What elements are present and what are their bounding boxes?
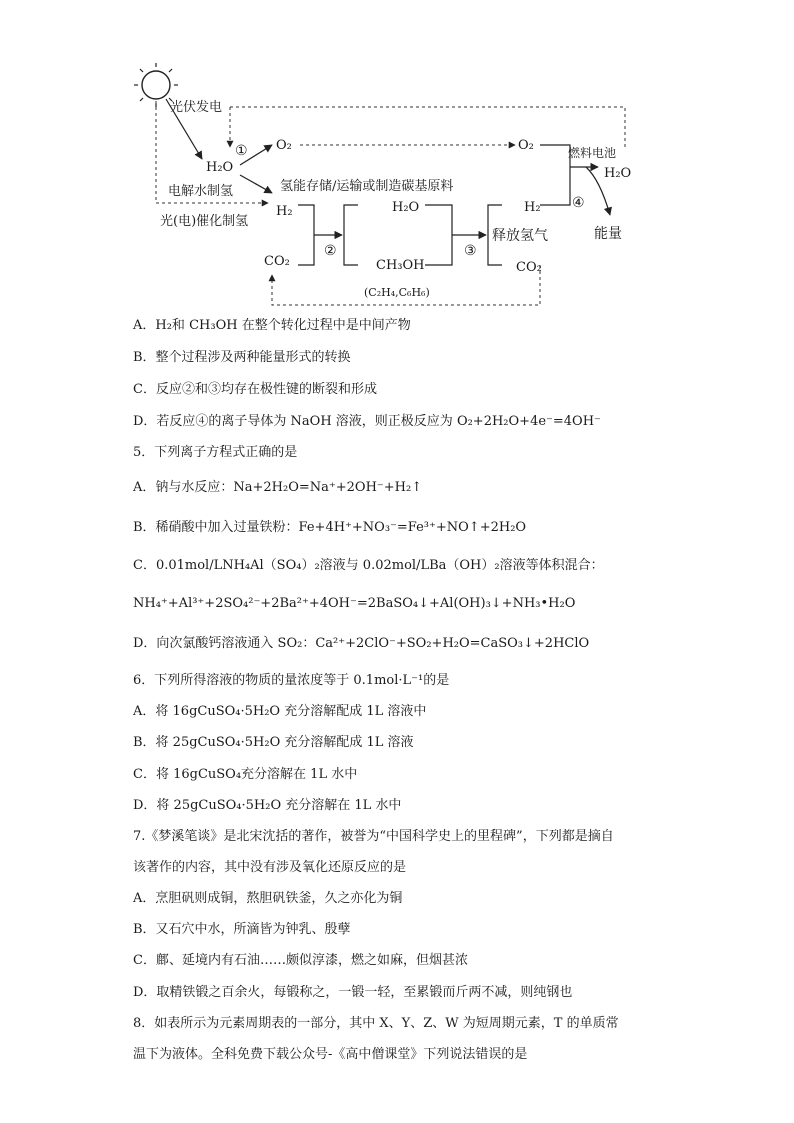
q5-option-a: A．钠与水反应：Na+2H₂O=Na⁺+2OH⁻+H₂↑ — [133, 480, 423, 495]
q5-stem: 5．下列离子方程式正确的是 — [133, 445, 298, 460]
q8-stem-line2: 温下为液体。全科免费下载公众号-《高中僧课堂》下列说法错误的是 — [133, 1047, 528, 1062]
fuel-cell-label: 燃料电池 — [568, 146, 617, 160]
q6-option-a: A．将 16gCuSO₄·5H₂O 充分溶解配成 1L 溶液中 — [133, 704, 427, 719]
step4-label: ④ — [572, 195, 585, 211]
photocat-label: 光(电)催化制氢 — [160, 214, 249, 229]
q5-option-c1: C．0.01mol/LNH₄Al（SO₄）₂溶液与 0.02mol/LBa（OH）₂溶液等体积混合： — [133, 558, 604, 573]
ch3oh-label: CH₃OH — [376, 258, 425, 273]
co2-right-label: CO₂ — [516, 260, 542, 275]
q6-option-d: D．将 25gCuSO₄·5H₂O 充分溶解在 1L 水中 — [133, 798, 402, 813]
h2-right-label: H₂ — [524, 200, 541, 215]
energy-label: 能量 — [594, 226, 622, 242]
q5-option-c2: NH₄⁺+Al³⁺+2SO₄²⁻+2Ba²⁺+4OH⁻=2BaSO₄↓+Al(OH)₃↓+NH₃•H₂O — [133, 596, 576, 611]
q4-option-d: D．若反应④的离子导体为 NaOH 溶液，则正极反应为 O₂+2H₂O+4e⁻=4OH⁻ — [133, 414, 601, 429]
energy-conversion-diagram — [120, 55, 680, 315]
electrolysis-label: 电解水制氢 — [168, 184, 234, 199]
step2-label: ② — [324, 243, 337, 259]
storage-title: 氢能存储/运输或制造碳基原料 — [280, 179, 454, 194]
q4-option-b: B．整个过程涉及两种能量形式的转换 — [133, 350, 351, 365]
h2o-mid-label: H₂O — [392, 200, 420, 215]
h2o-out-label: H₂O — [604, 166, 632, 181]
release-label: 释放氢气 — [492, 228, 548, 244]
pv-label: 光伏发电 — [170, 100, 223, 115]
q6-option-c: C．将 16gCuSO₄充分溶解在 1L 水中 — [133, 767, 358, 782]
q7-stem-line2: 该著作的内容，其中没有涉及氧化还原反应的是 — [133, 860, 407, 875]
q7-option-c: C．鄜、延境内有石油……颇似淳漆，燃之如麻，但烟甚浓 — [133, 953, 468, 968]
q4-option-a: A．H₂和 CH₃OH 在整个转化过程中是中间产物 — [133, 318, 411, 333]
step3-label: ③ — [464, 243, 477, 259]
q5-option-b: B．稀硝酸中加入过量铁粉：Fe+4H⁺+NO₃⁻=Fe³⁺+NO↑+2H₂O — [133, 520, 527, 535]
q8-stem-line1: 8．如表所示为元素周期表的一部分，其中 X、Y、Z、W 为短周期元素，T 的单质常 — [133, 1016, 619, 1031]
h2-left-label: H₂ — [276, 204, 293, 219]
q7-stem-line1: 7.《梦溪笔谈》是北宋沈括的著作，被誉为“中国科学史上的里程碑”，下列都是摘自 — [133, 829, 614, 844]
q7-option-b: B．又石穴中水，所滴皆为钟乳、殷孽 — [133, 922, 351, 937]
q7-option-d: D．取精铁锻之百余火，每锻称之，一锻一轻，至累锻而斤两不减，则纯钢也 — [133, 985, 573, 1000]
o2-right-label: O₂ — [518, 138, 534, 153]
o2-left-label: O₂ — [276, 138, 292, 153]
q5-option-d: D．向次氯酸钙溶液通入 SO₂：Ca²⁺+2ClO⁻+SO₂+H₂O=CaSO₃↓+2HClO — [133, 636, 590, 651]
water-label: H₂O — [206, 160, 234, 175]
byproducts-label: (C₂H₄,C₆H₆) — [364, 286, 430, 299]
q6-option-b: B．将 25gCuSO₄·5H₂O 充分溶解配成 1L 溶液 — [133, 735, 414, 750]
step1-label: ① — [235, 143, 248, 159]
q7-option-a: A．烹胆矾则成铜，熬胆矾铁釜，久之亦化为铜 — [133, 891, 403, 906]
q6-stem: 6．下列所得溶液的物质的量浓度等于 0.1mol·L⁻¹的是 — [133, 673, 450, 688]
co2-left-label: CO₂ — [264, 254, 290, 269]
q4-option-c: C．反应②和③均存在极性键的断裂和形成 — [133, 382, 377, 397]
